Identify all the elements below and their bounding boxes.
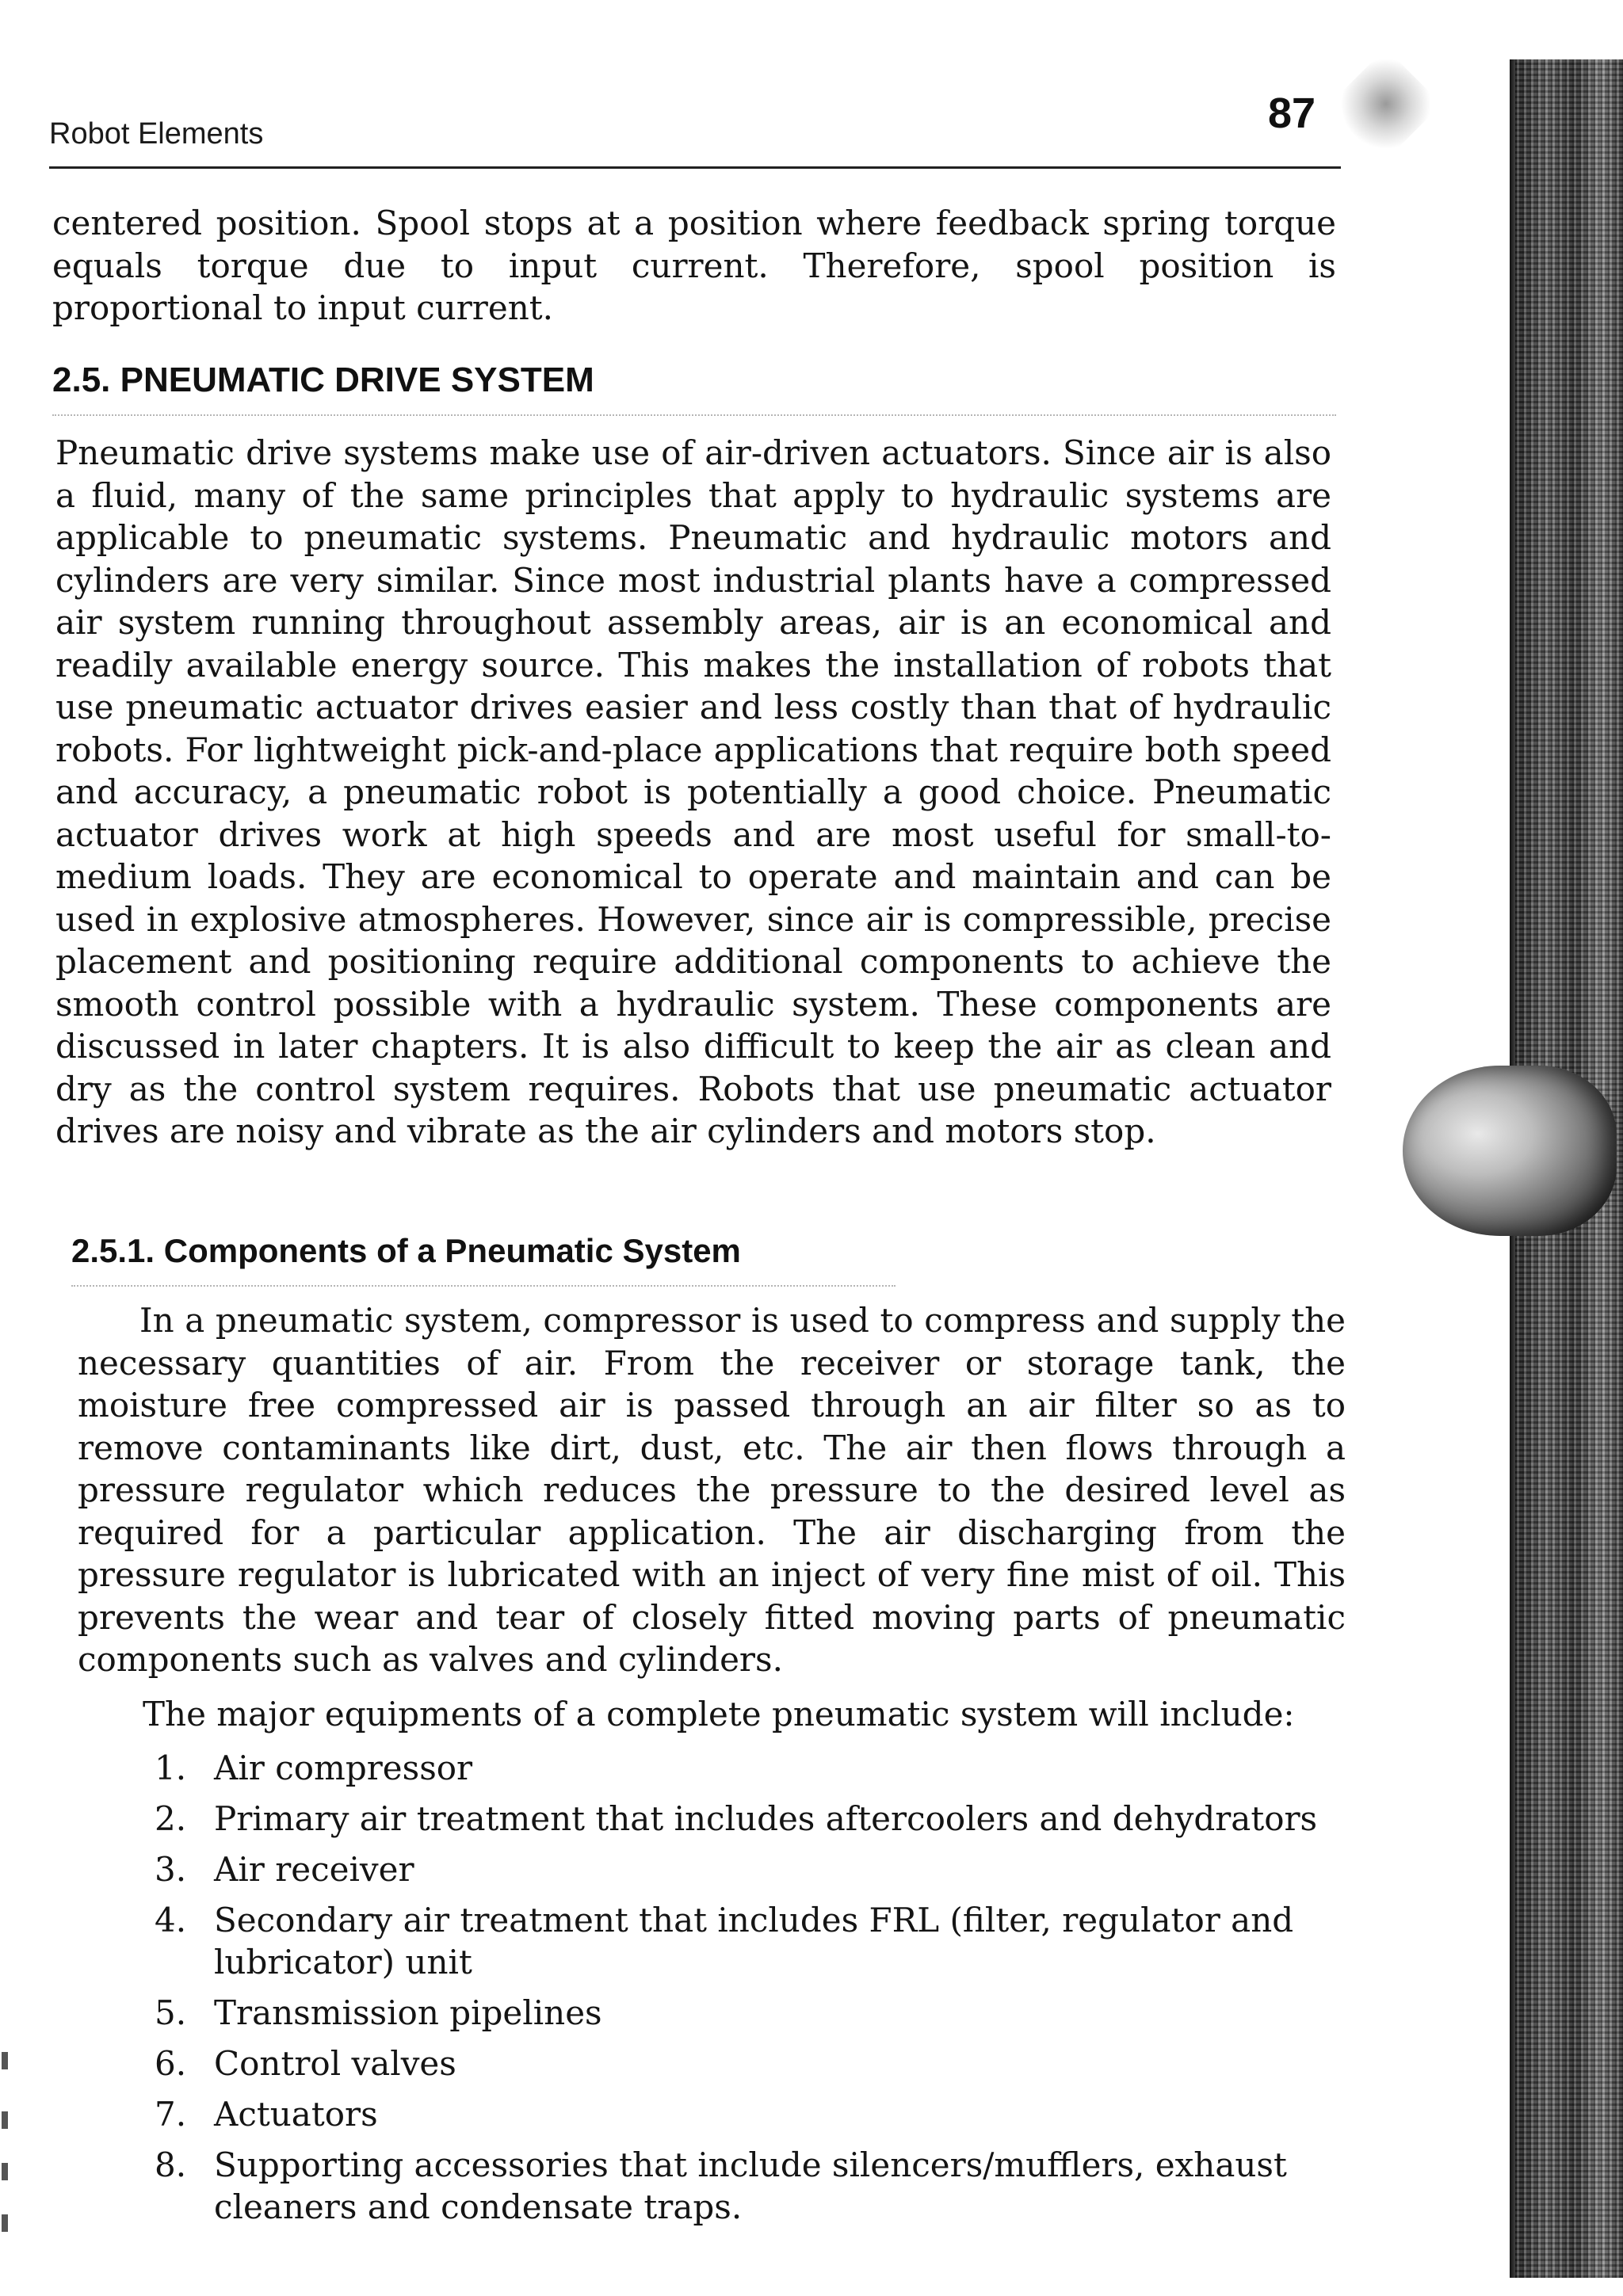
list-item-number: 8.: [155, 2145, 187, 2184]
list-item: [155, 2144, 1387, 2228]
list-item: [155, 2093, 1387, 2135]
section-heading: 2.5. PNEUMATIC DRIVE SYSTEM: [52, 360, 594, 399]
page-number: 87: [1268, 90, 1316, 137]
equipment-list: [155, 1747, 1387, 2237]
header-rule: [49, 166, 1341, 169]
list-item-number: 2.: [155, 1799, 187, 1838]
list-item-number: 5.: [155, 1993, 187, 2032]
subsection-rule: [71, 1285, 896, 1287]
list-item: [155, 1848, 1387, 1890]
subsection-paragraph: In a pneumatic system, compressor is used to compress and supply the necessary quantities of air. From the receiver or storage tank, the moisture free compressed air is passed through an air filter so as to remove contaminants like dirt, dust, etc. The air then flows through a pressure regulator which reduces the pressure to the desired level as required for a particular application. The air discharging from the pressure regulator is lubricated with an inject of very fine mist of oil. This prevents the wear and tear of closely fitted moving parts of pneumatic components such as valves and cylinders.: [78, 1301, 1346, 1679]
intro-paragraph: centered position. Spool stops at a position where feedback spring torque equals torque due to input current. Therefore, spool position is proportional to input current.: [52, 204, 1336, 327]
list-item: [155, 1992, 1387, 2034]
list-item-number: 4.: [155, 1901, 187, 1939]
corner-smudge: [1324, 48, 1442, 166]
list-item-number: 6.: [155, 2044, 187, 2083]
list-item-text: Supporting accessories that include silencers/mufflers, exhaust cleaners and condensate traps.: [214, 2145, 1287, 2226]
list-item-number: 3.: [155, 1850, 187, 1889]
list-item-text: Secondary air treatment that includes FRL (filter, regulator and lubricator) unit: [214, 1901, 1294, 1981]
margin-marks: [0, 2052, 11, 2242]
list-item: [155, 1798, 1387, 1840]
list-item-text: Air receiver: [214, 1850, 414, 1889]
list-item: [155, 1899, 1387, 1983]
section-rule: [52, 414, 1336, 416]
running-title: Robot Elements: [49, 117, 264, 151]
list-item-text: Control valves: [214, 2044, 456, 2083]
list-item-text: Primary air treatment that includes aftercoolers and dehydrators: [214, 1799, 1318, 1838]
subsection-heading: 2.5.1. Components of a Pneumatic System: [71, 1232, 741, 1269]
list-item-number: 7.: [155, 2095, 187, 2134]
section-paragraph: Pneumatic drive systems make use of air-driven actuators. Since air is also a fluid, many of the same principles that apply to hydraulic systems are applicable to pneumatic systems. Pneumatic and hydraulic motors and cylinders are very similar. Since most industrial plants have a compressed air system running throughout assembly areas, air is an economical and readily available energy source. This makes the installation of robots that use pneumatic actuator drives easier and less costly than that of hydraulic robots. For lightweight pick-and-place applications that require both speed and accuracy, a pneumatic robot is potentially a good choice. Pneumatic actuator drives work at high speeds and are most useful for small-to-medium loads. They are economical to operate and maintain and can be used in explosive atmospheres. However, since air is compressible, precise placement and positioning require additional components to achieve the smooth control possible with a hydraulic system. These components are discussed in later chapters. It is also difficult to keep the air as clean and dry as the control system requires. Robots that use pneumatic actuator drives are noisy and vibrate as the air cylinders and motors stop.: [55, 433, 1331, 1150]
list-item-number: 1.: [155, 1749, 187, 1787]
thumb-image: [1403, 1066, 1617, 1236]
list-item-text: Air compressor: [214, 1749, 473, 1787]
list-intro: The major equipments of a complete pneumatic system will include:: [143, 1695, 1295, 1733]
list-item-text: Transmission pipelines: [214, 1993, 602, 2032]
list-item-text: Actuators: [214, 2095, 378, 2134]
list-item: [155, 1747, 1387, 1789]
list-item: [155, 2042, 1387, 2084]
